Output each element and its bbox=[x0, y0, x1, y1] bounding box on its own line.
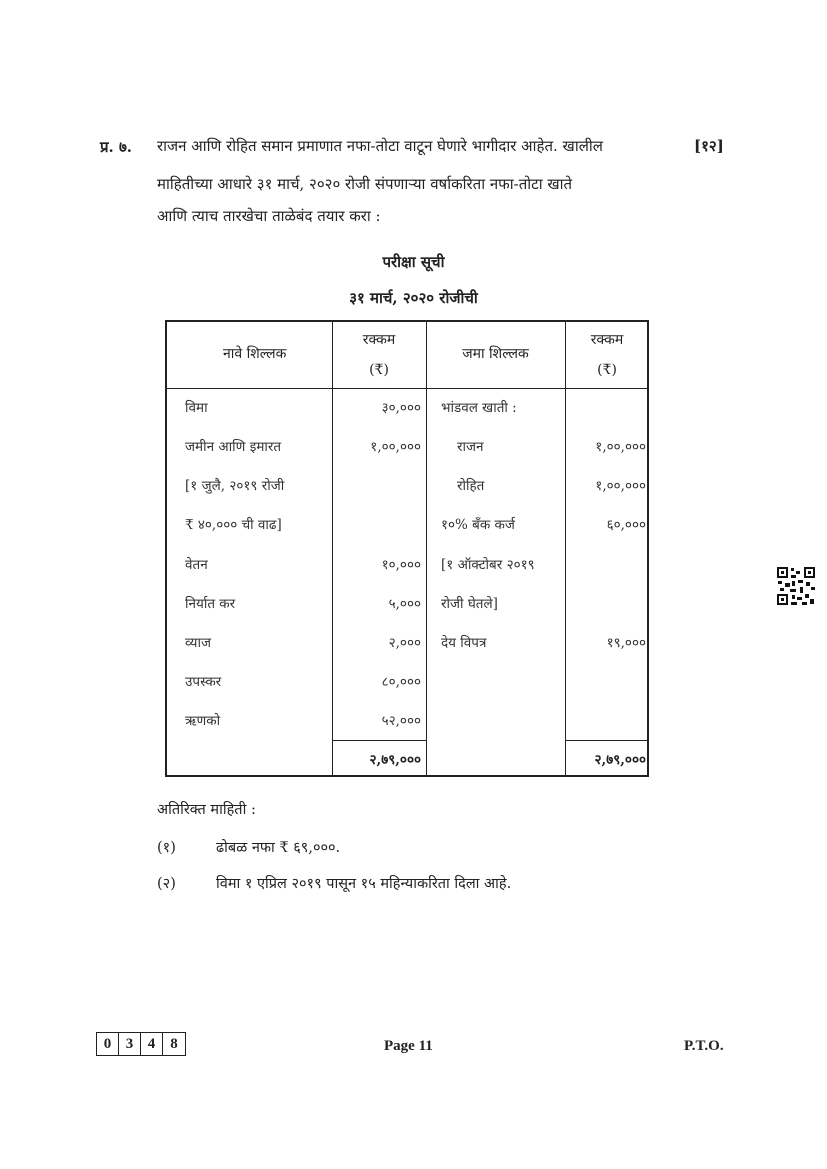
paper-code bbox=[96, 1032, 186, 1056]
debit-amount: ८०,००० bbox=[381, 674, 421, 690]
paper-code-digit: 8 bbox=[170, 1036, 178, 1052]
question-number: प्र. ७. bbox=[100, 138, 133, 156]
additional-item-num: (२) bbox=[157, 876, 176, 892]
debit-label: वेतन bbox=[185, 557, 208, 573]
debit-label: व्याज bbox=[185, 635, 211, 651]
debit-amount: ५,००० bbox=[388, 596, 421, 612]
credit-amount: ६०,००० bbox=[606, 517, 646, 533]
credit-label: [१ ऑक्टोबर २०१९ bbox=[441, 557, 535, 573]
table-title: परीक्षा सूची bbox=[382, 253, 445, 271]
credit-total: २,७९,००० bbox=[594, 752, 646, 768]
debit-amount: १,००,००० bbox=[370, 439, 421, 455]
debit-amount: ३०,००० bbox=[381, 400, 421, 416]
question-line-3: आणि त्याच तारखेचा ताळेबंद तयार करा : bbox=[157, 207, 381, 225]
debit-amount: २,००० bbox=[388, 635, 421, 651]
question-marks: [१२] bbox=[694, 137, 724, 155]
debit-amount: ५२,००० bbox=[381, 713, 421, 729]
debit-label: जमीन आणि इमारत bbox=[185, 439, 282, 455]
question-line-2: माहितीच्या आधारे ३१ मार्च, २०२० रोजी संपणाऱ्या वर्षाकरिता नफा-तोटा खाते bbox=[157, 175, 573, 193]
debit-amount: १०,००० bbox=[381, 557, 421, 573]
additional-item-num: (१) bbox=[157, 840, 176, 856]
header-debit: नावे शिल्लक bbox=[223, 346, 287, 362]
pto-label: P.T.O. bbox=[684, 1038, 724, 1054]
credit-label: देय विपत्र bbox=[441, 635, 487, 651]
question-line-1: राजन आणि रोहित समान प्रमाणात नफा-तोटा वाटून घेणारे भागीदार आहेत. खालील bbox=[157, 137, 603, 155]
debit-label: ऋणको bbox=[185, 713, 221, 729]
paper-code-digit: 4 bbox=[141, 1033, 163, 1055]
table-subtitle: ३१ मार्च, २०२० रोजीची bbox=[349, 289, 478, 307]
debit-label: विमा bbox=[185, 400, 208, 416]
trial-balance-table bbox=[165, 320, 649, 777]
debit-label: [१ जुलै, २०१९ रोजी bbox=[185, 478, 285, 494]
paper-code-digit: 0 bbox=[97, 1033, 119, 1055]
debit-label: ₹ ४०,००० ची वाढ] bbox=[185, 517, 282, 533]
debit-label: उपस्कर bbox=[185, 674, 222, 690]
credit-label: १०% बँक कर्ज bbox=[441, 517, 515, 533]
debit-total: २,७९,००० bbox=[369, 752, 421, 768]
paper-code-digit: 3 bbox=[119, 1033, 141, 1055]
credit-label: राजन bbox=[457, 439, 484, 455]
credit-amount: १,००,००० bbox=[595, 439, 646, 455]
header-amount-credit: रक्कम bbox=[590, 332, 624, 348]
additional-item-text: विमा १ एप्रिल २०१९ पासून १५ महिन्याकरिता दिला आहे. bbox=[216, 876, 512, 892]
credit-amount: १,००,००० bbox=[595, 478, 646, 494]
header-credit: जमा शिल्लक bbox=[462, 346, 529, 362]
header-rupee-credit: (₹) bbox=[597, 362, 617, 378]
additional-item-text: ढोबळ नफा ₹ ६९,०००. bbox=[216, 840, 341, 856]
header-amount-debit: रक्कम bbox=[362, 332, 396, 348]
debit-label: निर्यात कर bbox=[185, 596, 236, 612]
additional-heading: अतिरिक्त माहिती : bbox=[157, 802, 256, 818]
header-rupee-debit: (₹) bbox=[369, 362, 389, 378]
page-number: Page 11 bbox=[384, 1038, 433, 1054]
credit-label: भांडवल खाती : bbox=[441, 400, 517, 416]
credit-label: रोजी घेतले] bbox=[441, 596, 498, 612]
credit-amount: १९,००० bbox=[606, 635, 646, 651]
qr-code-icon bbox=[776, 566, 816, 606]
credit-label: रोहित bbox=[457, 478, 485, 494]
